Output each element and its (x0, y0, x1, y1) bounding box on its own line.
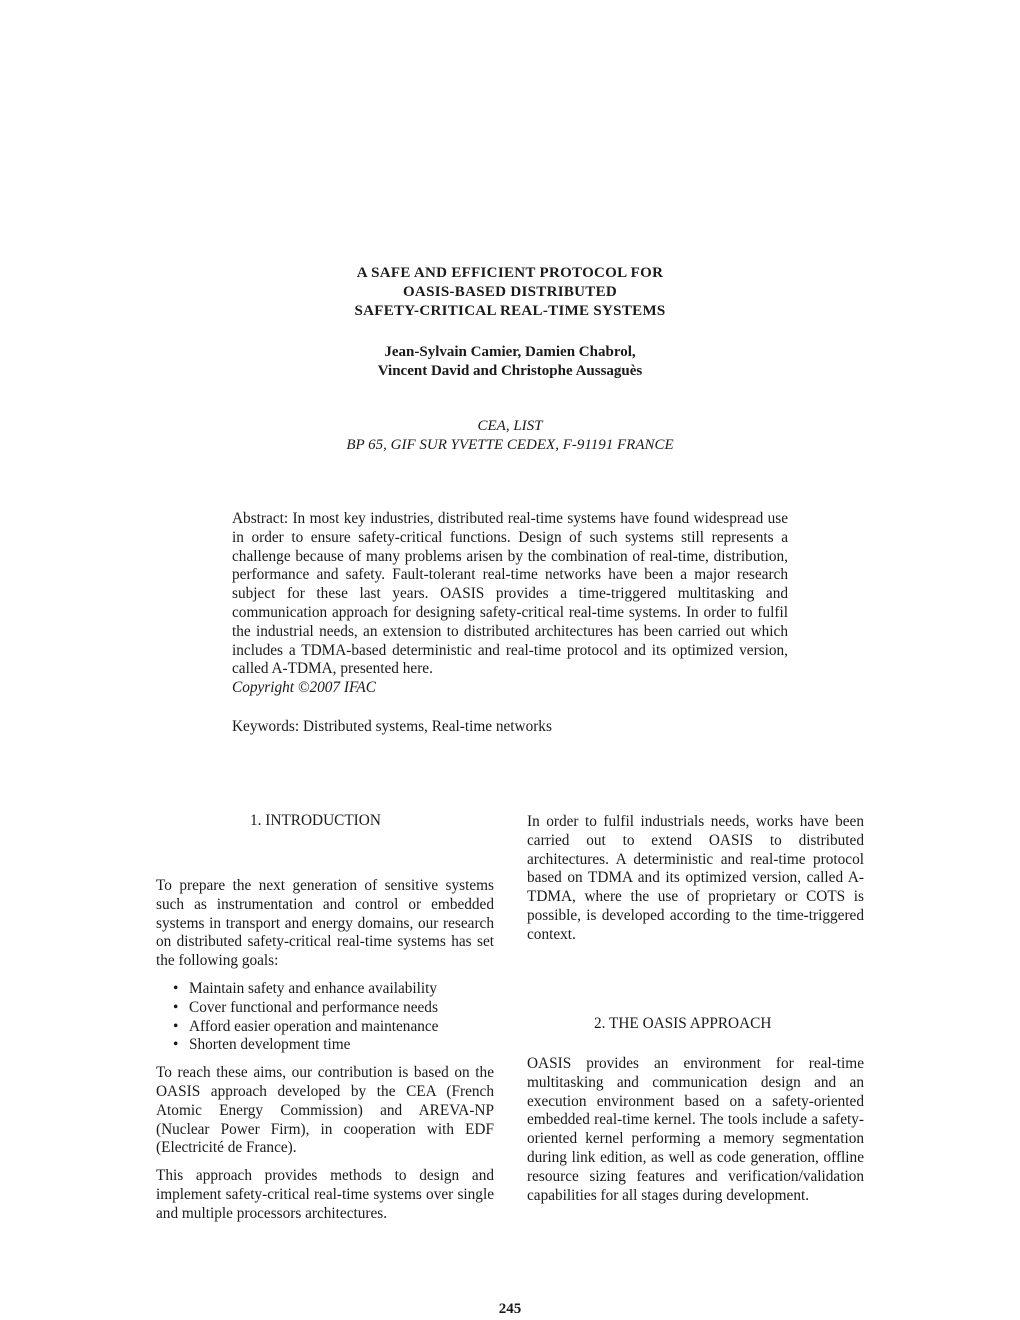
abstract-text: Abstract: In most key industries, distributed real-time systems have found widespread use in order to ensure safety-critical functions. Design of such systems still represents a challenge because of many problems arisen by the combination of real-time, distribution, performance and safety. Fault-tolerant real-time networks have been a major research subject for these last years. OASIS provides a time-triggered multitasking and communication approach for designing safety-critical real-time systems. In order to fulfil the industrial needs, an extension to distributed architectures has been carried out which includes a TDMA-based deterministic and real-time protocol and its optimized version, called A-TDMA, presented here. (232, 510, 788, 678)
intro-paragraph: To prepare the next generation of sensitive systems such as instrumentation and control or embedded systems in transport and energy domains, our research on distributed safety-critical real-time systems has set the following goals: (156, 877, 494, 970)
intro-paragraph: To reach these aims, our contribution is based on the OASIS approach developed by the CEA (French Atomic Energy Commission) and AREVA-NP (Nuclear Power Firm), in cooperation with EDF (Electricité de France). (156, 1064, 494, 1157)
list-item: • Shorten development time (156, 1036, 494, 1055)
right-intro-paragraph: In order to fulfil industrials needs, works have been carried out to extend OASIS to distributed architectures. A deterministic and real-time protocol based on TDMA and its optimized version, called A-TDMA, where the use of proprietary or COTS is possible, is developed according to the time-triggered context. (527, 813, 864, 943)
authors (0, 343, 1020, 381)
goals-list (156, 980, 494, 1055)
intro-column (156, 877, 494, 1224)
copyright-notice: Copyright ©2007 IFAC (232, 679, 376, 697)
title-line: A SAFE AND EFFICIENT PROTOCOL FOR (356, 265, 664, 281)
keywords: Keywords: Distributed systems, Real-time networks (232, 718, 552, 735)
section-heading-oasis: 2. THE OASIS APPROACH (594, 1015, 772, 1032)
affiliation (0, 417, 1020, 455)
affiliation-line: BP 65, GIF SUR YVETTE CEDEX, F-91191 FRANCE (346, 437, 674, 453)
list-item: • Maintain safety and enhance availability (156, 980, 494, 999)
title-line: OASIS-BASED DISTRIBUTED (402, 284, 618, 300)
list-item: • Afford easier operation and maintenance (156, 1018, 494, 1037)
affiliation-line: CEA, LIST (477, 418, 543, 434)
section-heading-introduction: 1. INTRODUCTION (250, 812, 381, 829)
list-item: • Cover functional and performance needs (156, 999, 494, 1018)
title-line: SAFETY-CRITICAL REAL-TIME SYSTEMS (354, 303, 666, 319)
abstract (232, 510, 788, 698)
intro-paragraph: This approach provides methods to design and implement safety-critical real-time systems over single and multiple processors architectures. (156, 1167, 494, 1222)
paper-title (0, 264, 1020, 321)
author-line: Vincent David and Christophe Aussaguès (377, 363, 643, 379)
page-number: 245 (498, 1301, 522, 1317)
author-line: Jean-Sylvain Camier, Damien Chabrol, (384, 344, 636, 360)
oasis-paragraph: OASIS provides an environment for real-time multitasking and communication design and an execution environment based on a safety-oriented embedded real-time kernel. The tools include a safety-oriented kernel performing a memory segmentation during link edition, as well as code generation, offline resource sizing features and verification/validation capabilities for all stages during development. (527, 1055, 864, 1204)
